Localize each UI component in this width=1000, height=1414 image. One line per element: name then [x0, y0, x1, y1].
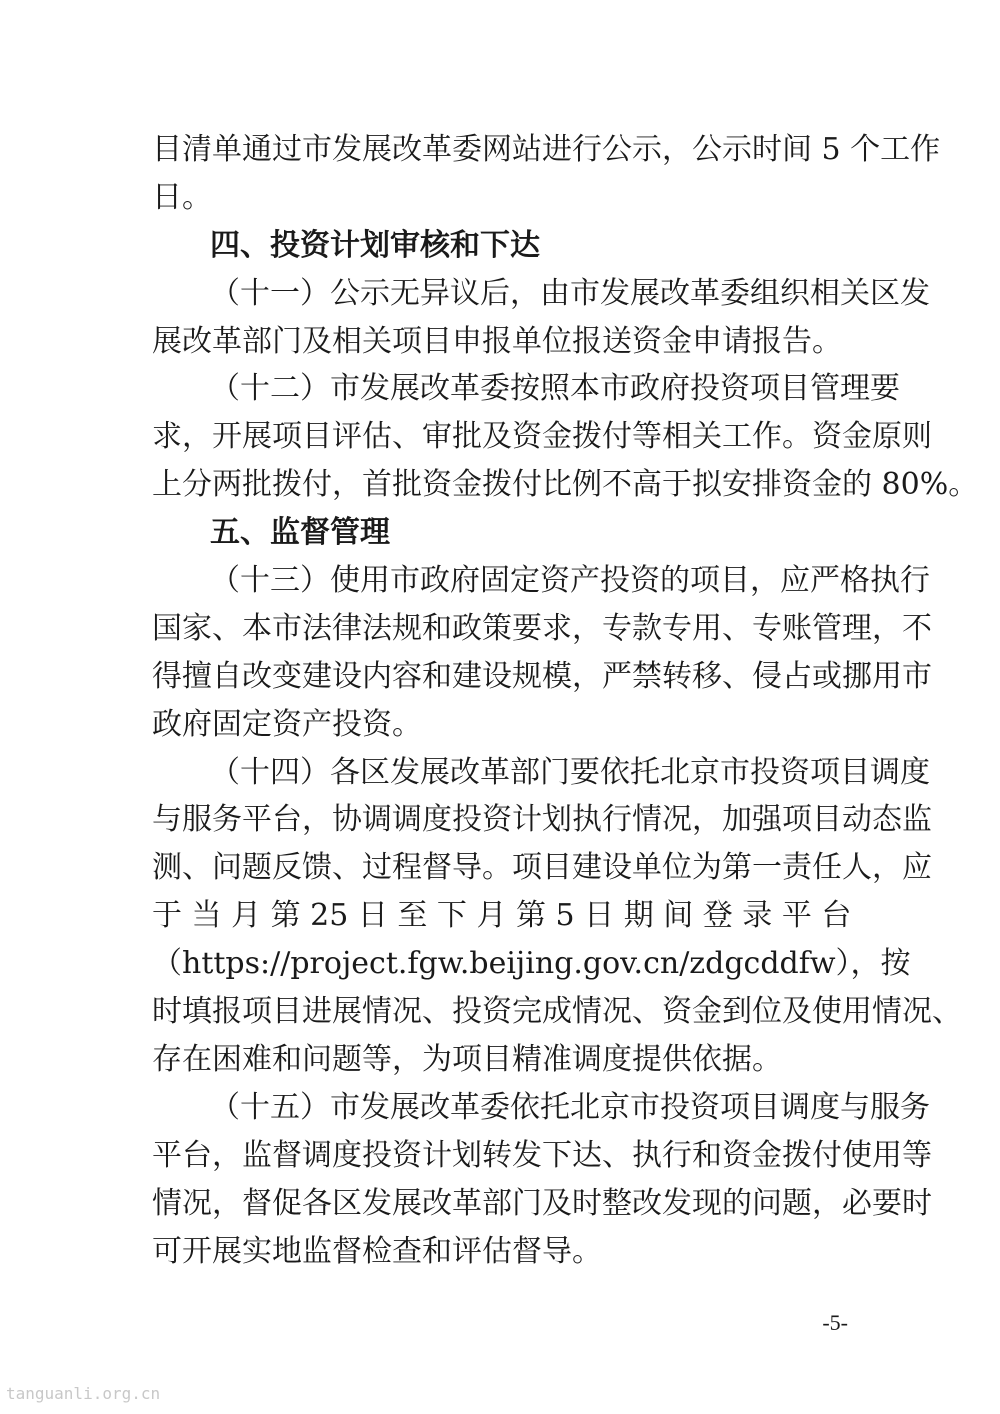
text-line: 测、问题反馈、过程督导。项目建设单位为第一责任人，应: [152, 850, 932, 885]
text-line: 情况，督促各区发展改革部门及时整改发现的问题，必要时: [152, 1186, 932, 1221]
text-line: 日。: [152, 180, 212, 215]
paragraph-first-line: （十一）公示无异议后，由市发展改革委组织相关区发: [210, 276, 930, 311]
section-heading: 四、投资计划审核和下达: [210, 228, 540, 263]
page-number: -5-: [822, 1310, 848, 1335]
text-line: 政府固定资产投资。: [152, 707, 422, 742]
text-line: 展改革部门及相关项目申报单位报送资金申请报告。: [152, 324, 842, 359]
watermark: tanguanli.org.cn: [6, 1384, 161, 1403]
paragraph-first-line: （十三）使用市政府固定资产投资的项目，应严格执行: [210, 563, 930, 598]
text-line: 于 当 月 第 25 日 至 下 月 第 5 日 期 间 登 录 平 台: [152, 898, 852, 933]
section-heading: 五、监督管理: [210, 515, 390, 550]
text-line: 上分两批拨付，首批资金拨付比例不高于拟安排资金的 80%。: [152, 467, 979, 502]
url-line: （https://project.fgw.beijing.gov.cn/zdgcddfw），按: [152, 946, 911, 981]
text-line: 平台，监督调度投资计划转发下达、执行和资金拨付使用等: [152, 1138, 932, 1173]
text-line: 目清单通过市发展改革委网站进行公示，公示时间 5 个工作: [152, 132, 941, 167]
text-line: 得擅自改变建设内容和建设规模，严禁转移、侵占或挪用市: [152, 659, 932, 694]
paragraph-first-line: （十二）市发展改革委按照本市政府投资项目管理要: [210, 371, 900, 406]
paragraph-first-line: （十四）各区发展改革部门要依托北京市投资项目调度: [210, 755, 930, 790]
text-line: 求，开展项目评估、审批及资金拨付等相关工作。资金原则: [152, 419, 932, 454]
text-line: 存在困难和问题等，为项目精准调度提供依据。: [152, 1042, 782, 1077]
text-line: 与服务平台，协调调度投资计划执行情况，加强项目动态监: [152, 802, 932, 837]
text-line: 时填报项目进展情况、投资完成情况、资金到位及使用情况、: [152, 994, 962, 1029]
text-line: 国家、本市法律法规和政策要求，专款专用、专账管理，不: [152, 611, 932, 646]
paragraph-first-line: （十五）市发展改革委依托北京市投资项目调度与服务: [210, 1090, 930, 1125]
text-line: 可开展实地监督检查和评估督导。: [152, 1234, 602, 1269]
